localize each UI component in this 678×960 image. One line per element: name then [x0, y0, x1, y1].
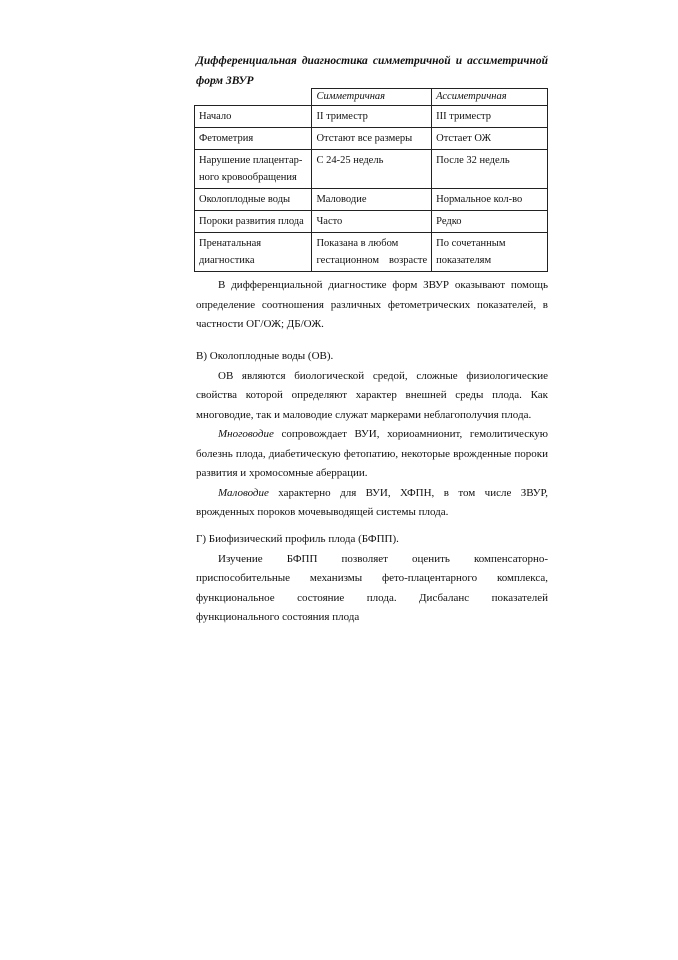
table-cell: Редко	[432, 211, 548, 233]
term: Маловодие	[218, 486, 269, 499]
table-row	[195, 211, 548, 233]
table-cell: Отстают все размеры	[312, 128, 432, 150]
table-cell: II триместр	[312, 106, 432, 128]
section-amniotic-fluid	[196, 347, 548, 523]
section-heading: Г) Биофизический профиль плода (БФПП).	[196, 533, 399, 545]
table-cell: Пороки развития плода	[195, 211, 312, 233]
table-row	[195, 128, 548, 150]
table-cell: Пренатальная диагностика	[195, 233, 312, 272]
table-cell: III триместр	[432, 106, 548, 128]
paragraph: ОВ являются биологической средой, сложные физиологические свойства которой определяют характер внешней среды плода. Как многоводие, так и маловодие служат маркерами неблагополучия плода.	[196, 369, 548, 421]
document-title: Дифференциальная диагностика симметричной и ассиметричной форм ЗВУР	[196, 55, 548, 87]
section-biophysical-profile	[196, 530, 548, 628]
paragraph	[196, 425, 548, 484]
term: Многоводие	[218, 428, 274, 440]
paragraph: В дифференциальной диагностике форм ЗВУР оказывают помощь определение соотношения различных фетометрических показателей, в частности ОГ/ОЖ; ДБ/ОЖ.	[196, 279, 548, 330]
section-heading: В) Околоплодные воды (ОВ).	[196, 350, 334, 362]
table-cell: Околоплодные воды	[195, 189, 312, 211]
paragraph	[196, 484, 548, 523]
table-cell: Маловодие	[312, 189, 432, 211]
table-row	[195, 233, 548, 272]
table-header-cell: Симметричная	[312, 89, 432, 106]
table-cell: Показана в любом гестационном возрасте	[312, 233, 432, 272]
table-cell: Отстает ОЖ	[432, 128, 548, 150]
paragraph-block	[196, 276, 548, 335]
differential-table	[194, 88, 548, 272]
paragraph-text: характерно для ВУИ, ХФПН, в том числе ЗВУР, врожденных пороков мочевыводящей системы плода.	[196, 486, 548, 518]
table-header-row	[195, 89, 548, 106]
table-cell: Начало	[195, 106, 312, 128]
table-row	[195, 106, 548, 128]
table-header-cell: Ассиметричная	[432, 89, 548, 106]
paragraph: Изучение БФПП позволяет оценить компенсаторно-приспособительные механизмы фето-плацентарного комплекса, функциональное состояние плода. Дисбаланс показателей функционального состояния плода	[196, 552, 548, 623]
table-cell: После 32 недель	[432, 150, 548, 189]
table-cell: Часто	[312, 211, 432, 233]
table-cell: Нарушение плацентар-ного кровообращения	[195, 150, 312, 189]
table-cell: С 24-25 недель	[312, 150, 432, 189]
table-cell: Фетометрия	[195, 128, 312, 150]
table-row	[195, 150, 548, 189]
table-row	[195, 189, 548, 211]
table-cell: По сочетанным показателям	[432, 233, 548, 272]
paragraph-text: сопровождает ВУИ, хориоамнионит, гемолитическую болезнь плода, диабетическую фетопатию, некоторые врожденные пороки развития и хромосомные аберрации.	[196, 428, 548, 479]
table-header-cell	[195, 89, 312, 106]
table-cell: Нормальное кол-во	[432, 189, 548, 211]
